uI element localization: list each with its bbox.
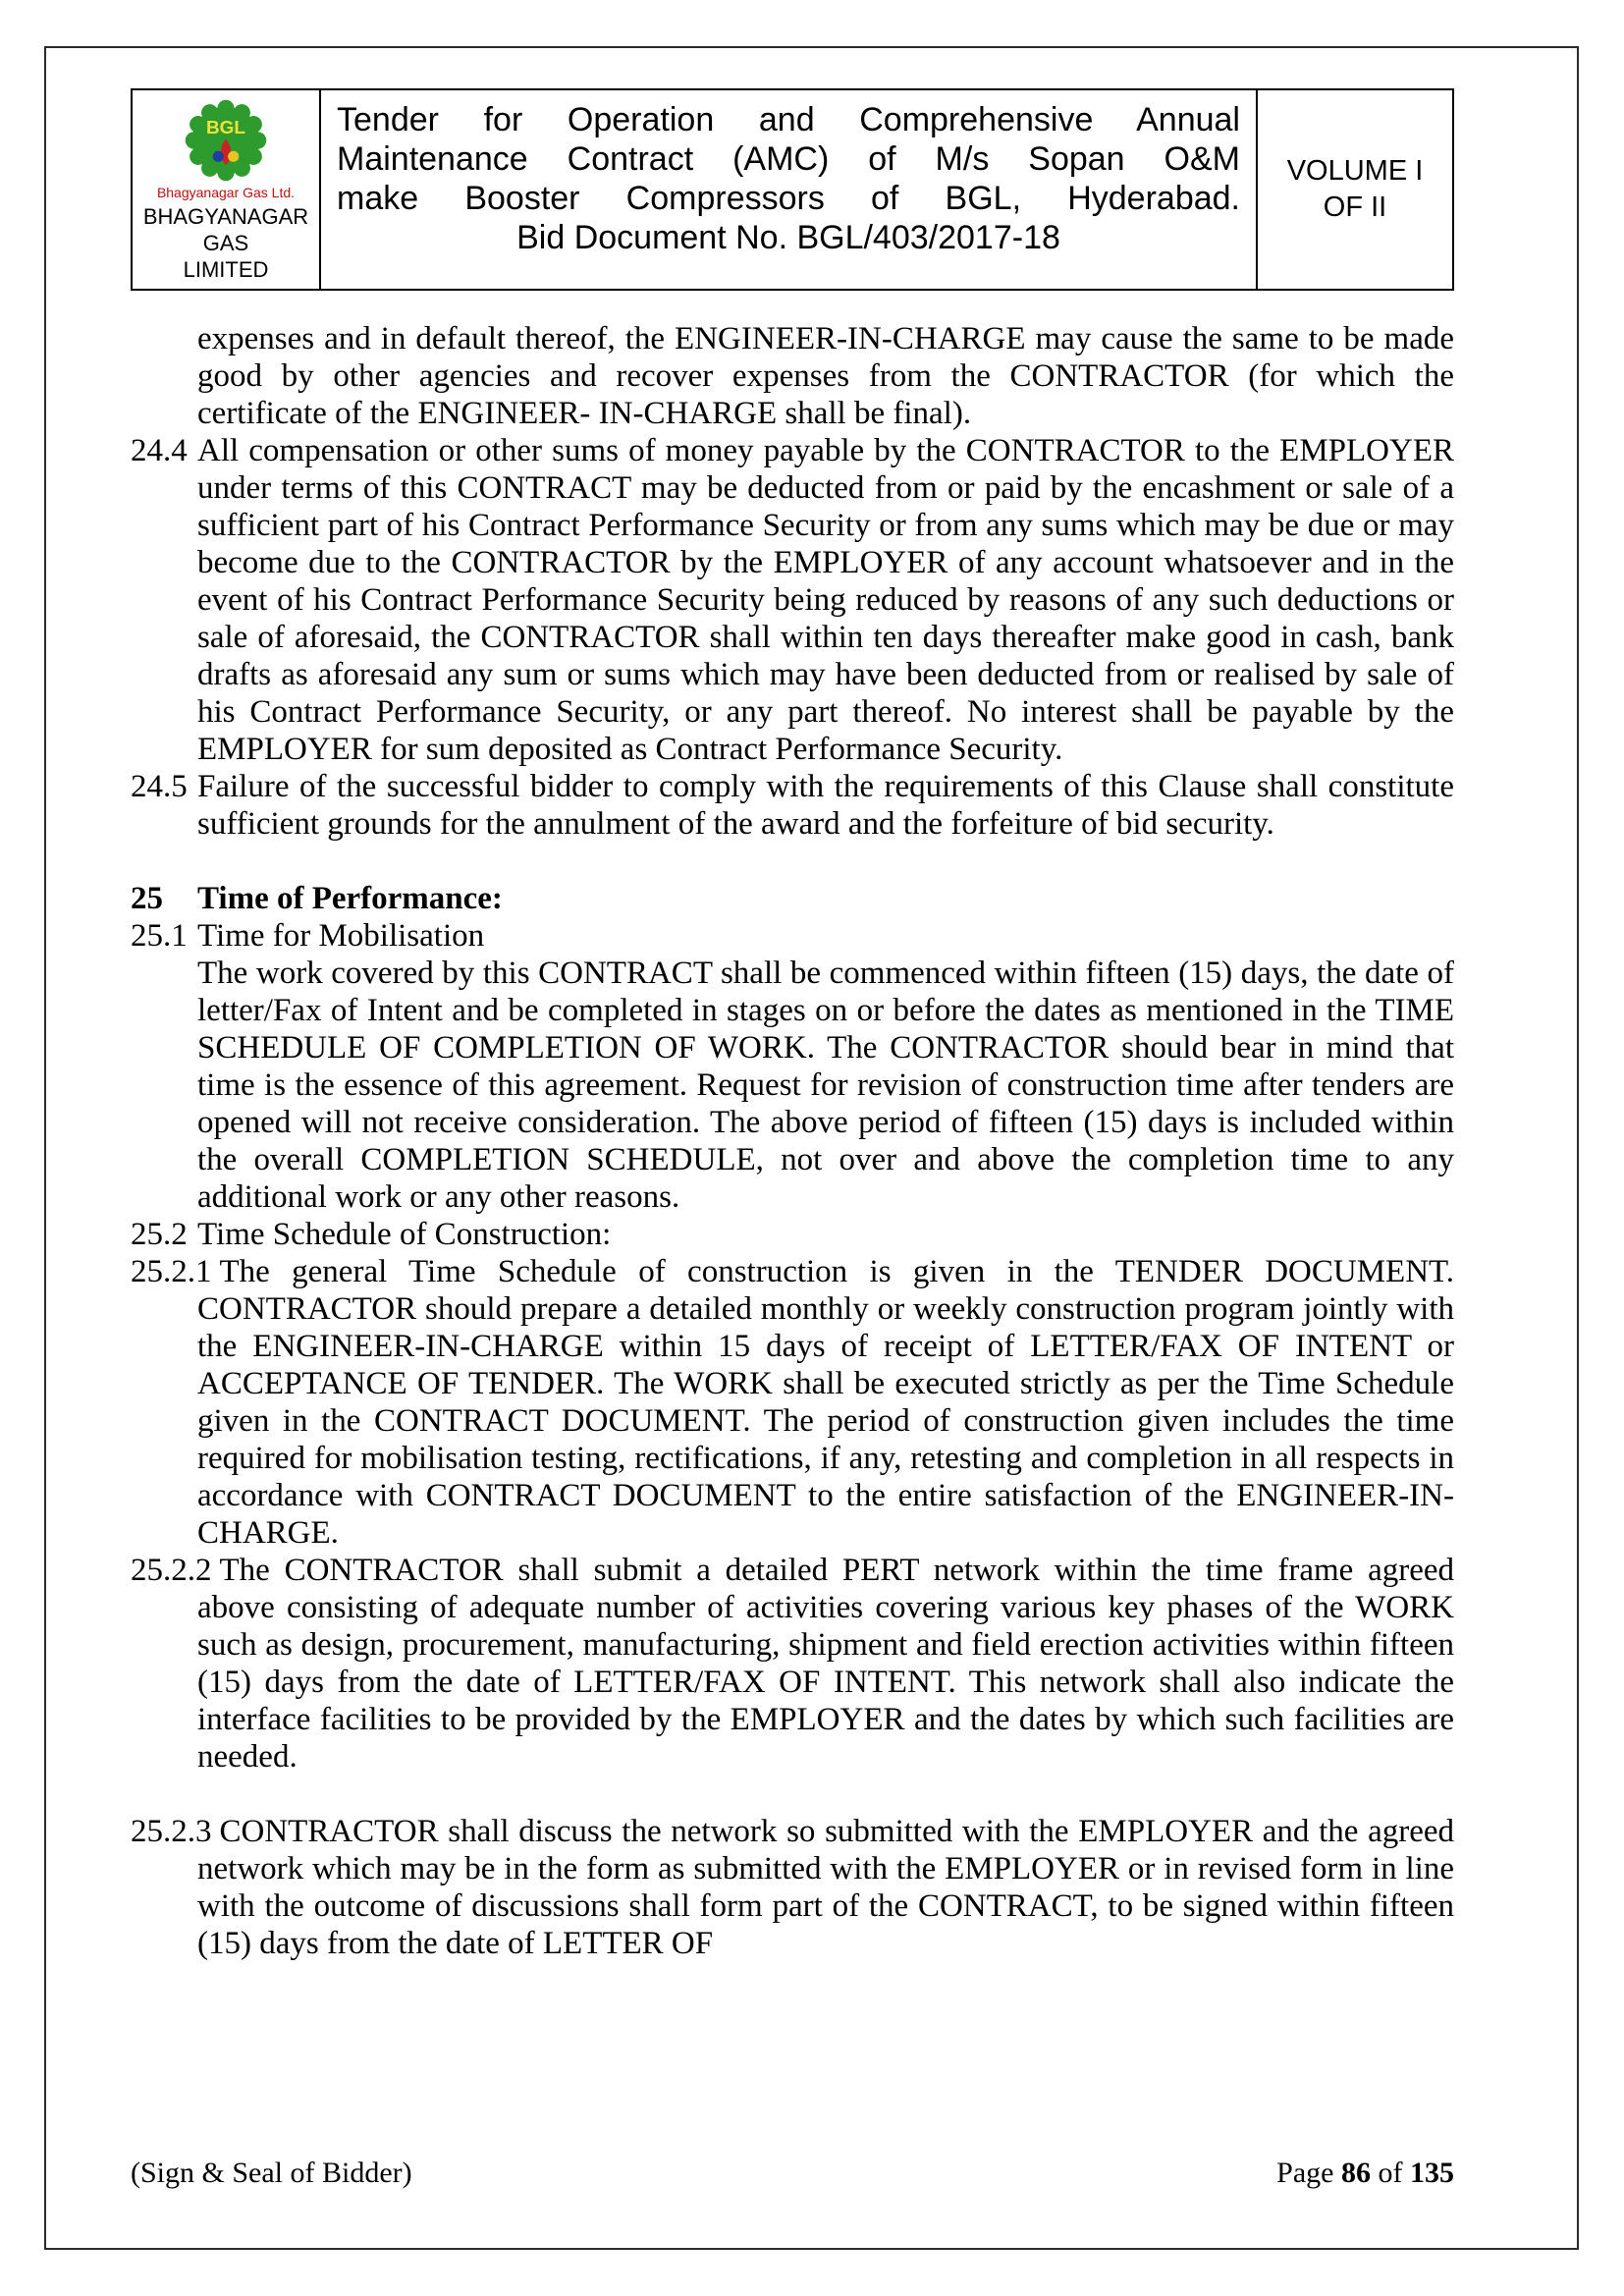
clause-25-2 bbox=[131, 1216, 1454, 1253]
sign-seal-label: (Sign & Seal of Bidder) bbox=[131, 2157, 412, 2189]
page-content bbox=[131, 88, 1454, 1962]
document-header bbox=[131, 88, 1454, 291]
tender-title-line-2: Maintenance Contract (AMC) of M/s Sopan O&M bbox=[337, 140, 1240, 179]
volume-label-line1: VOLUME I bbox=[1286, 154, 1424, 187]
clause-25-heading bbox=[131, 880, 1454, 917]
document-body bbox=[131, 320, 1454, 1962]
clause-number: 25.2.1 bbox=[131, 1254, 212, 1290]
clause-text: Time for Mobilisation bbox=[197, 918, 485, 955]
page-word: Page bbox=[1276, 2157, 1334, 2189]
company-name-line1: BHAGYANAGAR GAS bbox=[142, 204, 309, 255]
clause-text: expenses and in default thereof, the ENGINEER-IN-CHARGE may cause the same to be made good by other agencies and recover expenses from the CONTRACTOR (for which the certificate of the ENGINEER- IN-CHARGE shall be final). bbox=[197, 321, 1454, 432]
clause-25-1-body bbox=[197, 955, 1454, 1216]
company-name-line2: LIMITED bbox=[183, 256, 269, 282]
logo-acronym: BGL bbox=[206, 118, 245, 139]
intro-paragraph bbox=[197, 320, 1454, 432]
clause-number: 25.1 bbox=[131, 918, 188, 955]
clause-24-4 bbox=[131, 432, 1454, 768]
clause-25-2-3 bbox=[131, 1813, 1454, 1962]
logo-cell bbox=[133, 90, 321, 289]
clause-text: The CONTRACTOR shall submit a detailed PERT network within the time frame agreed above consisting of adequate number of activities covering various key phases of the WORK such as design, procurement, manufacturing, shipment and field erection activities within fifteen (15) days from the date of LETTER/FAX OF INTENT. This network shall also indicate the interface facilities to be provided by the EMPLOYER and the dates by which such facilities are needed. bbox=[197, 1553, 1454, 1776]
bgl-logo-icon bbox=[184, 98, 268, 183]
clause-text: The work covered by this CONTRACT shall be commenced within fifteen (15) days, the date of letter/Fax of Intent and be completed in stages on or before the dates as mentioned in the TIME SCHEDULE OF COMPLETION OF WORK. The CONTRACTOR should bear in mind that time is the essence of this agreement. Request for revision of construction time after tenders are opened will not receive consideration. The above period of fifteen (15) days is included within the overall COMPLETION SCHEDULE, not over and above the completion time to any additional work or any other reasons. bbox=[197, 956, 1454, 1216]
clause-number: 24.4 bbox=[131, 433, 188, 469]
clause-25-2-1 bbox=[131, 1253, 1454, 1552]
of-word: of bbox=[1378, 2157, 1403, 2189]
company-name bbox=[138, 204, 313, 283]
clause-25-1 bbox=[131, 917, 1454, 955]
clause-text: Failure of the successful bidder to comply with the requirements of this Clause shall constitute sufficient grounds for the annulment of the award and the forfeiture of bid security. bbox=[197, 769, 1454, 843]
total-pages: 135 bbox=[1410, 2157, 1454, 2189]
volume-label-line2: OF II bbox=[1323, 191, 1387, 224]
tender-title bbox=[321, 90, 1258, 289]
clause-text: All compensation or other sums of money payable by the CONTRACTOR to the EMPLOYER under terms of this CONTRACT may be deducted from or paid by the encashment or sale of a sufficient part of his Contract Performance Security or from any sums which may be due or may become due to the CONTRACTOR by the EMPLOYER of any account whatsoever and in the event of his Contract Performance Security being reduced by reasons of any such deductions or sale of aforesaid, the CONTRACTOR shall within ten days thereafter make good in cash, bank drafts as aforesaid any sum or sums which may have been deducted from or realised by sale of his Contract Performance Security, or any part thereof. No interest shall be payable by the EMPLOYER for sum deposited as Contract Performance Security. bbox=[197, 433, 1454, 768]
clause-number: 25.2.3 bbox=[131, 1814, 212, 1850]
clause-text: Time Schedule of Construction: bbox=[197, 1217, 612, 1253]
volume-label bbox=[1258, 90, 1452, 289]
tender-title-line-3: make Booster Compressors of BGL, Hyderabad. bbox=[337, 180, 1240, 218]
clause-number: 25.2.2 bbox=[131, 1553, 212, 1589]
clause-25-2-2 bbox=[131, 1552, 1454, 1776]
clause-number: 25.2 bbox=[131, 1217, 188, 1253]
clause-text: CONTRACTOR shall discuss the network so submitted with the EMPLOYER and the agreed network which may be in the form as submitted with the EMPLOYER or in revised form in line with the outcome of discussions shall form part of the CONTRACT, to be signed within fifteen (15) days from the date of LETTER OF bbox=[197, 1814, 1454, 1962]
page-number: 86 bbox=[1341, 2157, 1371, 2189]
clause-number: 25 bbox=[131, 881, 163, 917]
clause-text: The general Time Schedule of construction is given in the TENDER DOCUMENT. CONTRACTOR should prepare a detailed monthly or weekly construction program jointly with the ENGINEER-IN-CHARGE within 15 days of receipt of LETTER/FAX OF INTENT or ACCEPTANCE OF TENDER. The WORK shall be executed strictly as per the Time Schedule given in the CONTRACT DOCUMENT. The period of construction given includes the time required for mobilisation testing, rectifications, if any, retesting and completion in all respects in accordance with CONTRACT DOCUMENT to the entire satisfaction of the ENGINEER-IN-CHARGE. bbox=[197, 1254, 1454, 1552]
page-footer bbox=[131, 2157, 1454, 2190]
tender-title-line-1: Tender for Operation and Comprehensive Annual bbox=[337, 101, 1240, 138]
clause-24-5 bbox=[131, 768, 1454, 843]
bid-document-number: Bid Document No. BGL/403/2017-18 bbox=[516, 219, 1060, 257]
clause-text: Time of Performance: bbox=[197, 881, 503, 917]
logo-subtitle: Bhagyanagar Gas Ltd. bbox=[156, 185, 296, 200]
clause-number: 24.5 bbox=[131, 769, 188, 805]
page-indicator bbox=[1276, 2157, 1454, 2190]
